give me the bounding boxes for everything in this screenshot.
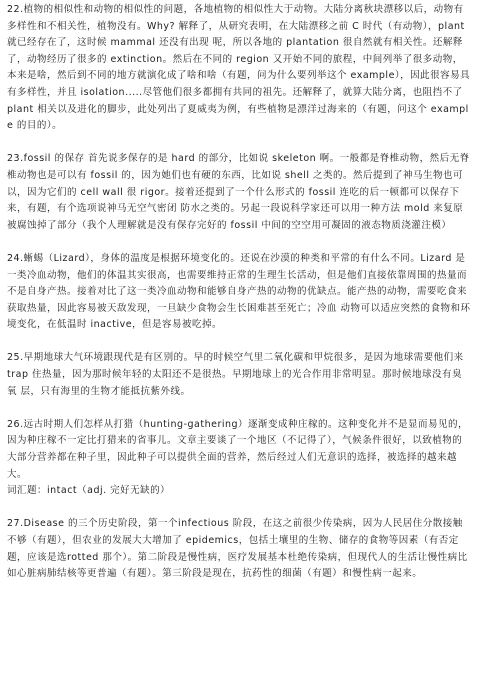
paragraph-spacer	[7, 234, 471, 251]
paragraph-23: 23.fossil 的保存 首先说多保存的是 hard 的部分，比如说 skeleton 啊。一般都是脊椎动物，然后无脊椎动物也是可以有 fossil 的，因为她们也有硬的东西，比如说 shell 之类的。然后提到了神马生物也可以，因为它们的 cell wall 很 rigor。接着还提到了一个什么形式的 fossil 连吃的后一顿都可以保存下来，有题，有个选项说神马无空气密闭 防水之类的。另起一段说科学家还可以用一种方法 mold 来复原被腐蚀掉了部分（我个人理解就是没有保存完好的 fossil 中间的空空用可凝固的液态物质浇灌注模）	[7, 153, 470, 231]
paragraph-spacer	[7, 334, 471, 351]
paragraph-24: 24.蜥蜴（Lizard），身体的温度是根据环境变化的。还说在沙漠的种类和平常的有什么不同。Lizard 是一类冷血动物，他们的体温其实很高，也需要维持正常的生理生长活动，但是他们直接依靠周围的热量而不是自身产热。接着对比了这一类冷血动物和能够自身产热的动物的优缺点。能产热的动物，需要吃食来获取热量，因此容易被天敌发现，一旦缺少食物会生长困难甚至死亡；冷血 动物可以适应突然的食物和环境变化，在低温时 inactive，但是容易被吃掉。	[7, 252, 471, 331]
paragraph-25: 25.早期地球大气环境跟现代是有区别的。早的时候空气里二氧化碳和甲烷很多，是因为地球需要他们来 trap 住热量，因为那时候年轻的太阳还不是很热。早期地球上的光合作用非常明显。那时候地球没有臭氧 层，只有海里的生物才能抵抗紫外线。	[7, 352, 464, 397]
paragraph-27: 27.Disease 的三个历史阶段，第一个infectious 阶段，在这之前很少传染病，因为人民居住分散接触不够（有题），但农业的发展大大增加了 epidemics，包括土壤里的生物、储存的食物等因素（有否定题，应该是选rotted 那个）。第二阶段是慢性病，医疗发展基本杜绝传染病，但现代人的生活让慢性病比如心脏病肺结核等更普遍（有题）。第三阶段是现在，抗药性的细菌（有题）和慢性病一起来。	[7, 518, 468, 580]
paragraph-spacer	[7, 400, 471, 417]
vocabulary-note: 词汇题：intact（adj. 完好无缺的）	[7, 485, 171, 497]
paragraph-spacer	[7, 135, 471, 152]
paragraph-spacer	[7, 500, 471, 517]
paragraph-22: 22.植物的相似性和动物的相似性的问题，各地植物的相似性大于动物。大陆分离秋块漂移以后，动物有多样性和不相关性，植物没有。Why? 解释了，从研究表明，在大陆漂移之前 C 时代（有动物），plant 就已经存在了，这时候 mammal 还没有出现 呢，所以各地的 plantation 很自然就有相关性。还解释了，动物经历了很多的 extinction。然后在不同的 region 又开始不同的旅程，中间列举了很多动物，本来是啥，然后到不同的地方就演化成了啥和啥（有题，问为什么要列举这个 example），因此很容易具有多样性，并且 isolation.....尽管他们很多都拥有共同的祖先。还解释了，就算大陆分离，也阻挡不了 plant 相关以及进化的脚步，此处列出了夏威夷为例，有些植物是漂洋过海来的（有题，问这个 example 的目的）。	[7, 4, 471, 132]
paragraph-26: 26.远古时期人们怎样从打猎（hunting-gathering）逐渐变成种庄稼的。这种变化并不是显而易见的，因为种庄稼不一定比打猎来的省事儿。文章主要谈了一个地区（不记得了），气候条件很好，以致植物的大部分营养都在种子里，因此种子可以提供全面的营养，然后经过人们无意识的选择，被选择的越来越大。	[7, 418, 469, 480]
